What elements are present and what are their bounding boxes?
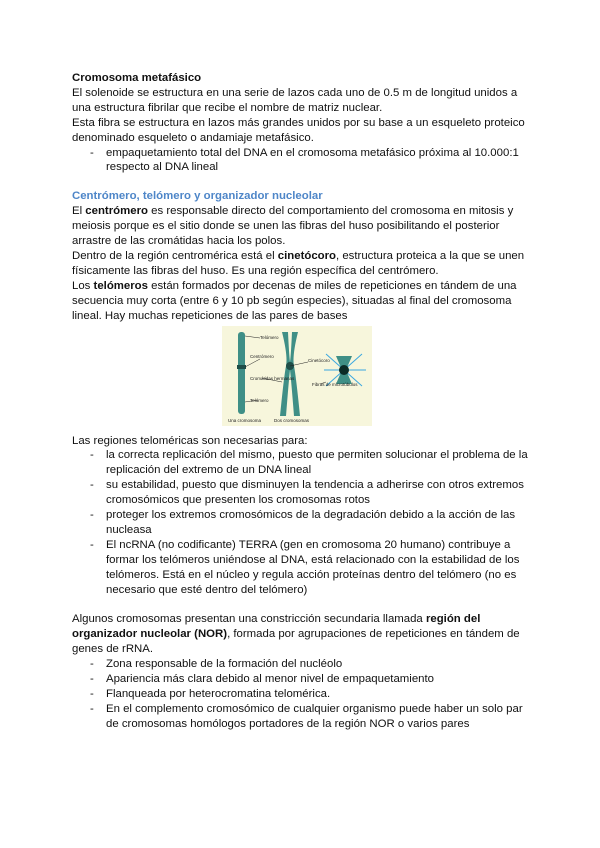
label-telomero-bottom: Telómero xyxy=(250,397,269,403)
bullet-list xyxy=(72,146,532,176)
paragraph: Esta fibra se estructura en lazos más grandes unidos por su base a un esqueleto proteico denominado esqueleto o andamiaje metafásico. xyxy=(72,116,525,144)
paragraph: Los telómeros están formados por decenas de miles de repeticiones en tándem de una secuencia muy corta (entre 6 y 10 pb según especies), situadas al final del cromosoma lineal. Hay muchas repeticiones de las pares de bases xyxy=(72,279,517,322)
chromosome-diagram xyxy=(222,326,372,426)
list-item: - Apariencia más clara debido al menor nivel de empaquetamiento xyxy=(90,673,434,686)
label-dos-cromosomas: Dos cromosomas xyxy=(274,417,310,423)
paragraph: El centrómero es responsable directo del comportamiento del cromosoma en mitosis y meiosis porque es el sitio donde se unen las fibras del huso posibilitando el posterior arrastre de las cromátidas hacia los polos. xyxy=(72,205,514,248)
list-item: - empaquetamiento total del DNA en el cromosoma metafásico próxima al 10.000:1 respecto al DNA lineal xyxy=(90,146,519,174)
paragraph: Algunos cromosomas presentan una constricción secundaria llamada región del organizador nucleolar (NOR), formada por agrupaciones de repeticiones en tándem de genes de rRNA. xyxy=(72,613,520,656)
label-cromatidas-hermanas: Cromátidas hermanas xyxy=(250,375,295,381)
list-item: - Zona responsable de la formación del nucléolo xyxy=(90,658,343,671)
label-una-cromosoma: Una cromosoma xyxy=(228,417,262,423)
section-title-centromero: Centrómero, telómero y organizador nucleolar xyxy=(72,190,323,203)
label-centromero: Centrómero xyxy=(250,353,274,359)
document-page xyxy=(72,71,532,732)
bullet-list xyxy=(72,657,532,732)
list-item: - la correcta replicación del mismo, puesto que permiten solucionar el problema de la replicación del extremo de un DNA lineal xyxy=(90,449,528,477)
list-item: - El ncRNA (no codificante) TERRA (gen en cromosoma 20 humano) contribuye a formar los telómeros uniéndose al DNA, está relacionado con la estabilidad de los telómeros. Está en el núcleo y regula acción proteínas dentro del telómero (no es necesario que esté dentro del telómero) xyxy=(90,538,520,596)
list-item: - proteger los extremos cromosómicos de la degradación debido a la acción de las nucleasa xyxy=(90,509,516,536)
list-item: - Flanqueada por heterocromatina telomérica. xyxy=(90,688,331,700)
label-fibras: Fibras de microtúbulos xyxy=(312,381,358,387)
chromatid-single xyxy=(238,332,245,414)
paragraph: El solenoide se estructura en una serie de lazos cada uno de 0.5 m de longitud unidos a una estructura fibrilar que recibe el nombre de matriz nuclear. xyxy=(72,86,518,114)
label-telomero: Telómero xyxy=(260,334,279,340)
spacer xyxy=(72,597,532,612)
paragraph: Dentro de la región centromérica está el cinetócoro, estructura proteica a la que se unen físicamente las fibras del huso. Es una región específica del centrómero. xyxy=(72,249,525,277)
centromere-single xyxy=(237,365,246,369)
list-item: - En el complemento cromosómico de cualquier organismo puede haber un solo par de cromosomas homólogos portadores de la región NOR o varios pares xyxy=(90,702,523,730)
chromosome-figure xyxy=(222,326,372,426)
section-title-cromosoma-metafasico: Cromosoma metafásico xyxy=(72,72,202,84)
label-cinetocoro: Cinetócoro xyxy=(308,357,330,363)
bullet-list xyxy=(72,448,532,597)
list-item: - su estabilidad, puesto que disminuyen la tendencia a adherirse con otros extremos cromosómicos que presenten los cromosomas rotos xyxy=(90,479,524,507)
paragraph: Las regiones teloméricas son necesarias para: xyxy=(72,434,308,447)
